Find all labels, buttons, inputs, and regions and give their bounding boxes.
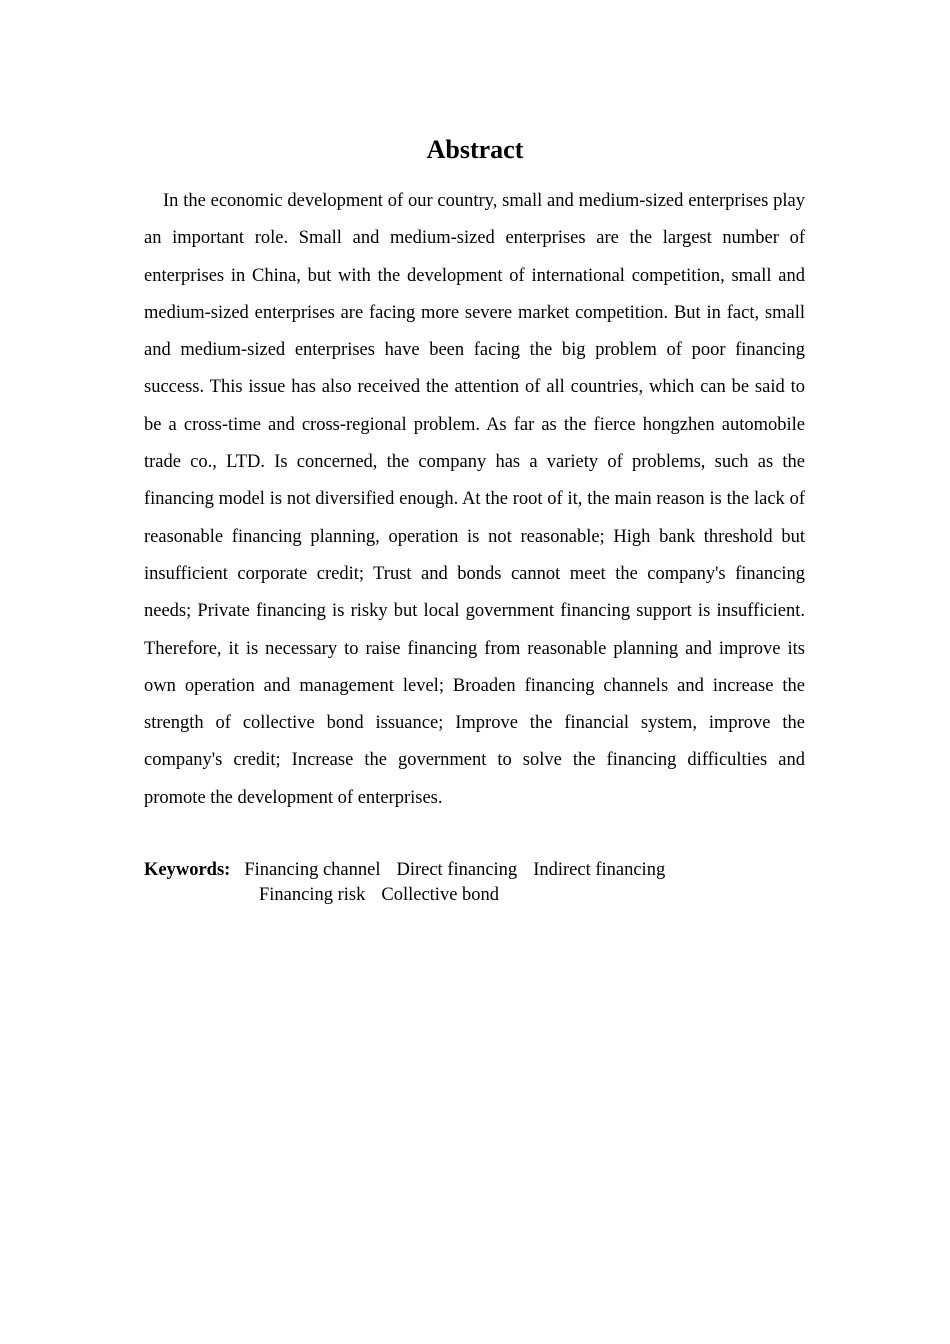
abstract-body: In the economic development of our country, small and medium-sized enterprises play an important role. Small and medium-sized enterprises are the largest number of enterprises in China, but with the development of international competition, small and medium-sized enterprises are facing more severe market competition. But in fact, small and medium-sized enterprises have been facing the big problem of poor financing success. This issue has also received the attention of all countries, which can be said to be a cross-time and cross-regional problem. As far as the fierce hongzhen automobile trade co., LTD. Is concerned, the company has a variety of problems, such as the financing model is not diversified enough. At the root of it, the main reason is the lack of reasonable financing planning, operation is not reasonable; High bank threshold but insufficient corporate credit; Trust and bonds cannot meet the company's financing needs; Private financing is risky but local government financing support is insufficient. Therefore, it is necessary to raise financing from reasonable planning and improve its own operation and management level; Broaden financing channels and increase the strength of collective bond issuance; Improve the financial system, improve the company's credit; Increase the government to solve the financing difficulties and promote the development of enterprises. <box>144 191 805 808</box>
keywords-line-1 <box>144 858 805 883</box>
keyword: Financing risk <box>259 885 366 905</box>
keywords-section <box>144 858 805 908</box>
keyword: Financing channel <box>244 860 381 880</box>
keyword: Indirect financing <box>533 860 666 880</box>
keywords-line-2 <box>144 883 805 908</box>
keyword: Collective bond <box>381 885 500 905</box>
keyword: Direct financing <box>396 860 518 880</box>
abstract-title: Abstract <box>426 135 524 164</box>
keywords-label: Keywords: <box>144 860 231 880</box>
